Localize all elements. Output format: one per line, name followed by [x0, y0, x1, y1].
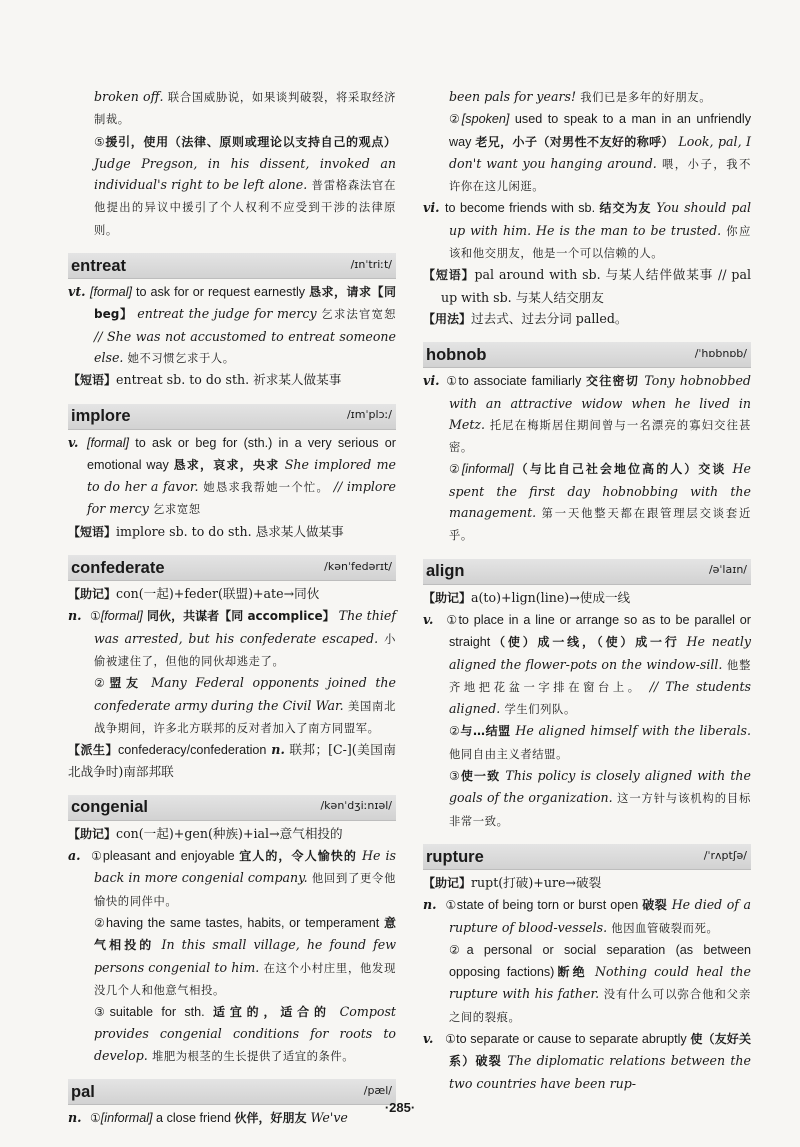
page-number: ·285·: [384, 1100, 416, 1115]
pronunciation: /kənˈfedərɪt/: [324, 559, 392, 573]
align-mnemonic: 【助记】a(to)+lign(line)→使成一线: [423, 589, 631, 605]
headword-confederate: [68, 555, 396, 581]
pronunciation: /ɪnˈtriːt/: [350, 257, 392, 271]
right-column: [423, 86, 751, 1094]
rupture-sense-1: n. ①state of being torn or burst open 破裂 He died of a rupture of blood-vessels. 他因血管破裂而死。: [423, 897, 751, 935]
headword: implore: [71, 407, 131, 426]
rupture-verb-sense-1: v. ①to separate or cause to separate abruptly 使（友好关系）破裂 The diplomatic relations between the two countries have been rup-: [423, 1030, 751, 1091]
rupture-mnemonic: 【助记】rupt(打破)+ure→破裂: [423, 874, 602, 890]
pal-usage: 【用法】过去式、过去分词 palled。: [423, 310, 628, 326]
headword: confederate: [71, 558, 165, 577]
align-sense-2: ②与…结盟 He aligned himself with the liberals. 他同自由主义者结盟。: [449, 723, 751, 761]
pronunciation: /əˈlaɪn/: [708, 563, 747, 577]
broken-off-continuation: broken off. 联合国威胁说，如果谈判破裂，将采取经济制裁。: [94, 89, 397, 127]
pronunciation: /ˈrʌptʃə/: [703, 848, 747, 862]
headword-congenial: [68, 795, 396, 821]
congenial-sense-3: ③suitable for sth. 适宜的，适合的 Compost provides congenial conditions for roots to develop. 堆肥为根茎的生长提供了适宜的条件。: [94, 1004, 396, 1063]
congenial-sense-1: a. ①pleasant and enjoyable 宜人的，令人愉快的 He is back in more congenial company. 他回到了更令他愉快的同伴中。: [68, 848, 396, 908]
pal-sense-2: ②[spoken] used to speak to a man in an unfriendly way 老兄，小子（对男性不友好的称呼） Look, pal, I don't want you hanging around. 喂，小子，我不许你在这儿闲逛。: [449, 112, 751, 194]
congenial-mnemonic: 【助记】con(一起)+gen(种族)+ial→意气相投的: [68, 825, 343, 841]
align-sense-3: ③使一致 This policy is closely aligned with the goals of the organization. 这一方针与该机构的目标非常一致。: [449, 768, 751, 828]
congenial-sense-2: ②having the same tastes, habits, or temperament 意气相投的 In this small village, he found few persons congenial to him. 在这个小村庄里，他发现没几个人和他意气相投。: [94, 915, 396, 997]
confederate-derivative: 【派生】confederacy/confederation n. 联邦；[C-](美国南北战争时)南部邦联: [68, 742, 396, 780]
left-column: [68, 86, 396, 1129]
headword-hobnob: [423, 342, 751, 368]
pal-phrase: 【短语】pal around with sb. 与某人结伴做某事 // pal up with sb. 与某人结交朋友: [423, 267, 751, 305]
hobnob-sense-1: vi. ①to associate familiarly 交往密切 Tony hobnobbed with an attractive widow when he lived in Metz. 托尼在梅斯居住期间曾与一名漂亮的寡妇交往甚密。: [423, 373, 751, 455]
entreat-definition: vt. [formal] to ask for or request earnestly 恳求，请求【同 beg】 entreat the judge for mercy 乞求法官宽恕 // She was not accustomed to entreat someone else. 她不习惯乞求于人。: [68, 284, 397, 365]
confederate-sense-2: ②盟友 Many Federal opponents joined the confederate army during the Civil War. 美国南北战争期间，许多北方联邦的反对者加入了南方同盟军。: [94, 675, 397, 735]
headword: congenial: [71, 798, 149, 817]
pal-sense-1: n. ①[informal] a close friend 伙伴，好朋友 We've: [68, 1109, 348, 1125]
implore-phrase: 【短语】implore sb. to do sth. 恳求某人做某事: [68, 523, 344, 539]
entreat-phrase: 【短语】entreat sb. to do sth. 祈求某人做某事: [68, 372, 342, 388]
confederate-mnemonic: 【助记】con(一起)+feder(联盟)+ate→同伙: [68, 586, 320, 602]
pal-continuation: been pals for years! 我们已是多年的好朋友。: [449, 89, 712, 104]
headword-rupture: [423, 844, 751, 870]
rupture-sense-2: ②a personal or social separation (as between opposing factions)断绝 Nothing could heal the rupture with his father. 没有什么可以弥合他和父亲之间的裂痕。: [449, 942, 751, 1024]
headword: pal: [71, 1082, 95, 1101]
headword: rupture: [426, 847, 484, 866]
align-sense-1: v. ①to place in a line or arrange so as to be parallel or straight（使）成一线，（使）成一行 He neatly aligned the flower-pots on the window-sill. 他整齐地把花盆一字排在窗台上。 // The students aligned. 学生们列队。: [423, 611, 751, 717]
hobnob-sense-2: ②[informal]（与比自己社会地位高的人）交谈 He spent the first day hobnobbing with the management. 第一天他整天都在跟管理层交谈套近乎。: [449, 461, 751, 543]
headword-entreat: [68, 253, 396, 279]
headword: align: [426, 562, 465, 581]
confederate-sense-1: n. ①[formal] 同伙，共谋者【同 accomplice】 The thief was arrested, but his confederate escaped. 小偷被逮住了，但他的同伙却逃走了。: [68, 608, 396, 668]
pal-verb-sense: vi. to become friends with sb. 结交为友 You should pal up with him. He is the man to be trusted. 你应该和他交朋友，他是一个可以信赖的人。: [423, 200, 751, 261]
implore-definition: v. [formal] to ask or beg for (sth.) in a very serious or emotional way 恳求，哀求，央求 She implored me to do her a favor. 她恳求我帮她一个忙。 // implore for mercy 乞求宽恕: [68, 434, 396, 517]
headword: entreat: [71, 256, 127, 275]
invoke-sense-5: ⑤援引，使用（法律、原则或理论以支持自己的观点） Judge Pregson, in his dissent, invoked an individual's right to be left alone. 普雷格森法官在他提出的异议中援引了个人权利不应受到干涉的法律原则。: [94, 134, 396, 237]
pronunciation: /pæl/: [363, 1083, 392, 1097]
headword: hobnob: [426, 345, 487, 364]
pronunciation: /ˈhɒbnɒb/: [694, 346, 747, 360]
pronunciation: /kənˈdʒiːnɪəl/: [320, 799, 392, 813]
pronunciation: /ɪmˈplɔː/: [346, 408, 392, 422]
headword-align: [423, 559, 751, 585]
headword-implore: [68, 404, 396, 430]
